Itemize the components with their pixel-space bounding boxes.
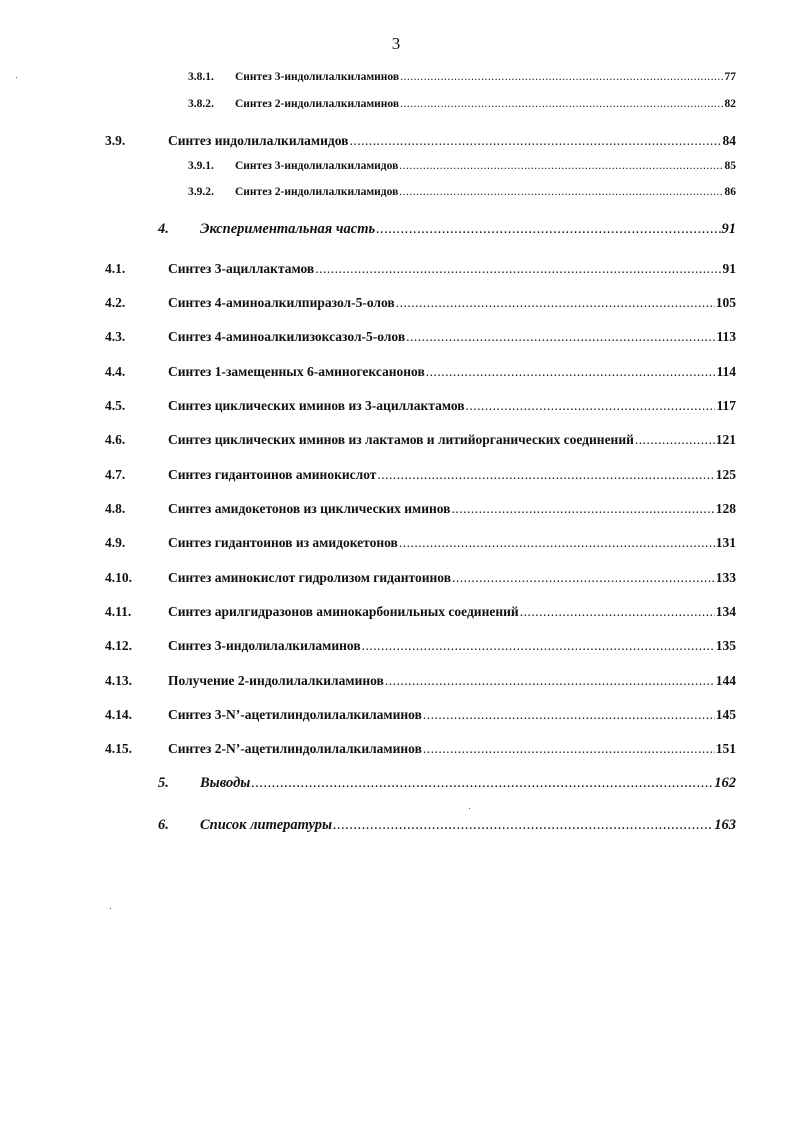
entry-number: 3.9. [105,133,126,148]
entry-title: Получение 2-индолилалкиламинов [168,673,384,688]
entry-number: 4.12. [105,638,132,653]
entry-number: 4.4. [105,364,126,379]
dot-leader [333,817,713,834]
entry-number: 4.15. [105,741,132,756]
toc-entry [188,71,736,83]
entry-title: Список литературы [200,817,333,833]
entry-title: Синтез арилгидразонов аминокарбонильных соединений [168,604,519,619]
entry-number: 4.8. [105,501,126,516]
entry-page: 105 [715,295,736,310]
dot-leader [466,398,716,414]
entry-page: 145 [715,707,736,722]
toc-entry [188,186,736,198]
entry-title: Синтез 2-N’-ацетилиндолилалкиламинов [168,741,422,756]
dot-leader [400,98,723,110]
scan-speck [110,908,111,909]
entry-number: 3.9.1. [188,160,214,172]
entry-number: 4.1. [105,261,126,276]
entry-page: 128 [715,501,736,516]
entry-title: Синтез циклических иминов из 3-ациллактамов [168,398,465,413]
entry-number: 4.11. [105,604,132,619]
entry-number: 4.5. [105,398,126,413]
toc-entry [188,98,736,110]
dot-leader [452,570,715,586]
entry-title: Синтез 3-индолилалкиламинов [235,71,400,83]
entry-number: 3.8.2. [188,98,214,110]
entry-page: 134 [715,604,736,619]
dot-leader [251,775,713,792]
entry-page: 163 [714,817,736,833]
entry-title: Синтез циклических иминов из лактамов и литийорганических соединений [168,432,634,447]
dot-leader [423,741,715,757]
scan-speck [469,808,470,809]
entry-page: 114 [716,364,736,379]
entry-title: Экспериментальная часть [200,221,376,237]
entry-title: Синтез 3-индолилалкиламидов [235,160,399,172]
toc-entry [105,604,736,620]
dot-leader [399,160,723,172]
entry-page: 117 [716,398,736,413]
entry-title: Синтез 4-аминоалкилпиразол-5-олов [168,295,395,310]
entry-number: 4.7. [105,467,126,482]
toc-entry [105,673,736,689]
entry-title: Синтез гидантоинов аминокислот [168,467,377,482]
toc-entry [158,817,736,834]
entry-page: 133 [715,570,736,585]
entry-page: 84 [722,133,736,148]
entry-page: 125 [715,467,736,482]
dot-leader [376,221,720,238]
dot-leader [635,432,715,448]
dot-leader [451,501,714,517]
entry-number: 4. [158,221,169,237]
toc-entry [158,221,736,238]
toc-entry [105,398,736,414]
dot-leader [399,186,723,198]
entry-page: 151 [715,741,736,756]
entry-title: Синтез 3-ациллактамов [168,261,315,276]
toc-entry [105,535,736,551]
entry-title: Синтез гидантоинов из амидокетонов [168,535,398,550]
toc-entry [105,133,736,149]
entry-page: 121 [715,432,736,447]
entry-title: Синтез индолилалкиламидов [168,133,349,148]
toc-entry [105,364,736,380]
dot-leader [406,329,715,345]
entry-title: Синтез 1-замещенных 6-аминогексанонов [168,364,425,379]
entry-page: 131 [715,535,736,550]
entry-page: 86 [724,186,736,198]
entry-number: 3.8.1. [188,71,214,83]
entry-title: Выводы [200,775,251,791]
entry-page: 82 [724,98,736,110]
entry-number: 4.2. [105,295,126,310]
dot-leader [377,467,714,483]
entry-number: 5. [158,775,169,791]
entry-number: 4.14. [105,707,132,722]
entry-number: 4.6. [105,432,126,447]
dot-leader [520,604,715,620]
entry-page: 135 [715,638,736,653]
entry-number: 4.9. [105,535,126,550]
toc-entry [105,329,736,345]
dot-leader [315,261,721,277]
entry-title: Синтез 2-индолилалкиламинов [235,98,400,110]
entry-page: 144 [715,673,736,688]
entry-number: 6. [158,817,169,833]
entry-title: Синтез 3-индолилалкиламинов [168,638,361,653]
entry-number: 3.9.2. [188,186,214,198]
entry-page: 162 [714,775,736,791]
dot-leader [426,364,716,380]
toc-entry [105,501,736,517]
toc-entry [105,707,736,723]
toc-entry [158,775,736,792]
entry-page: 113 [716,329,736,344]
entry-title: Синтез 4-аминоалкилизоксазол-5-олов [168,329,406,344]
page-number: 3 [391,34,401,53]
entry-number: 4.13. [105,673,132,688]
toc-entry [105,261,736,277]
toc-entry [105,570,736,586]
entry-number: 4.10. [105,570,132,585]
toc-entry [105,467,736,483]
dot-leader [399,535,715,551]
entry-page: 77 [724,71,736,83]
entry-title: Синтез амидокетонов из циклических иминов [168,501,451,516]
entry-title: Синтез 2-индолилалкиламидов [235,186,399,198]
dot-leader [400,71,723,83]
toc-entry [105,295,736,311]
dot-leader [362,638,715,654]
toc-entry [188,160,736,172]
toc-entry [105,741,736,757]
entry-page: 85 [724,160,736,172]
toc-entry [105,432,736,448]
dot-leader [349,133,721,149]
entry-page: 91 [722,261,736,276]
scan-speck [16,77,17,78]
entry-title: Синтез аминокислот гидролизом гидантоинов [168,570,451,585]
dot-leader [396,295,715,311]
dot-leader [423,707,715,723]
entry-number: 4.3. [105,329,126,344]
dot-leader [385,673,715,689]
toc-entry [105,638,736,654]
entry-title: Синтез 3-N’-ацетилиндолилалкиламинов [168,707,422,722]
entry-page: 91 [721,221,736,237]
